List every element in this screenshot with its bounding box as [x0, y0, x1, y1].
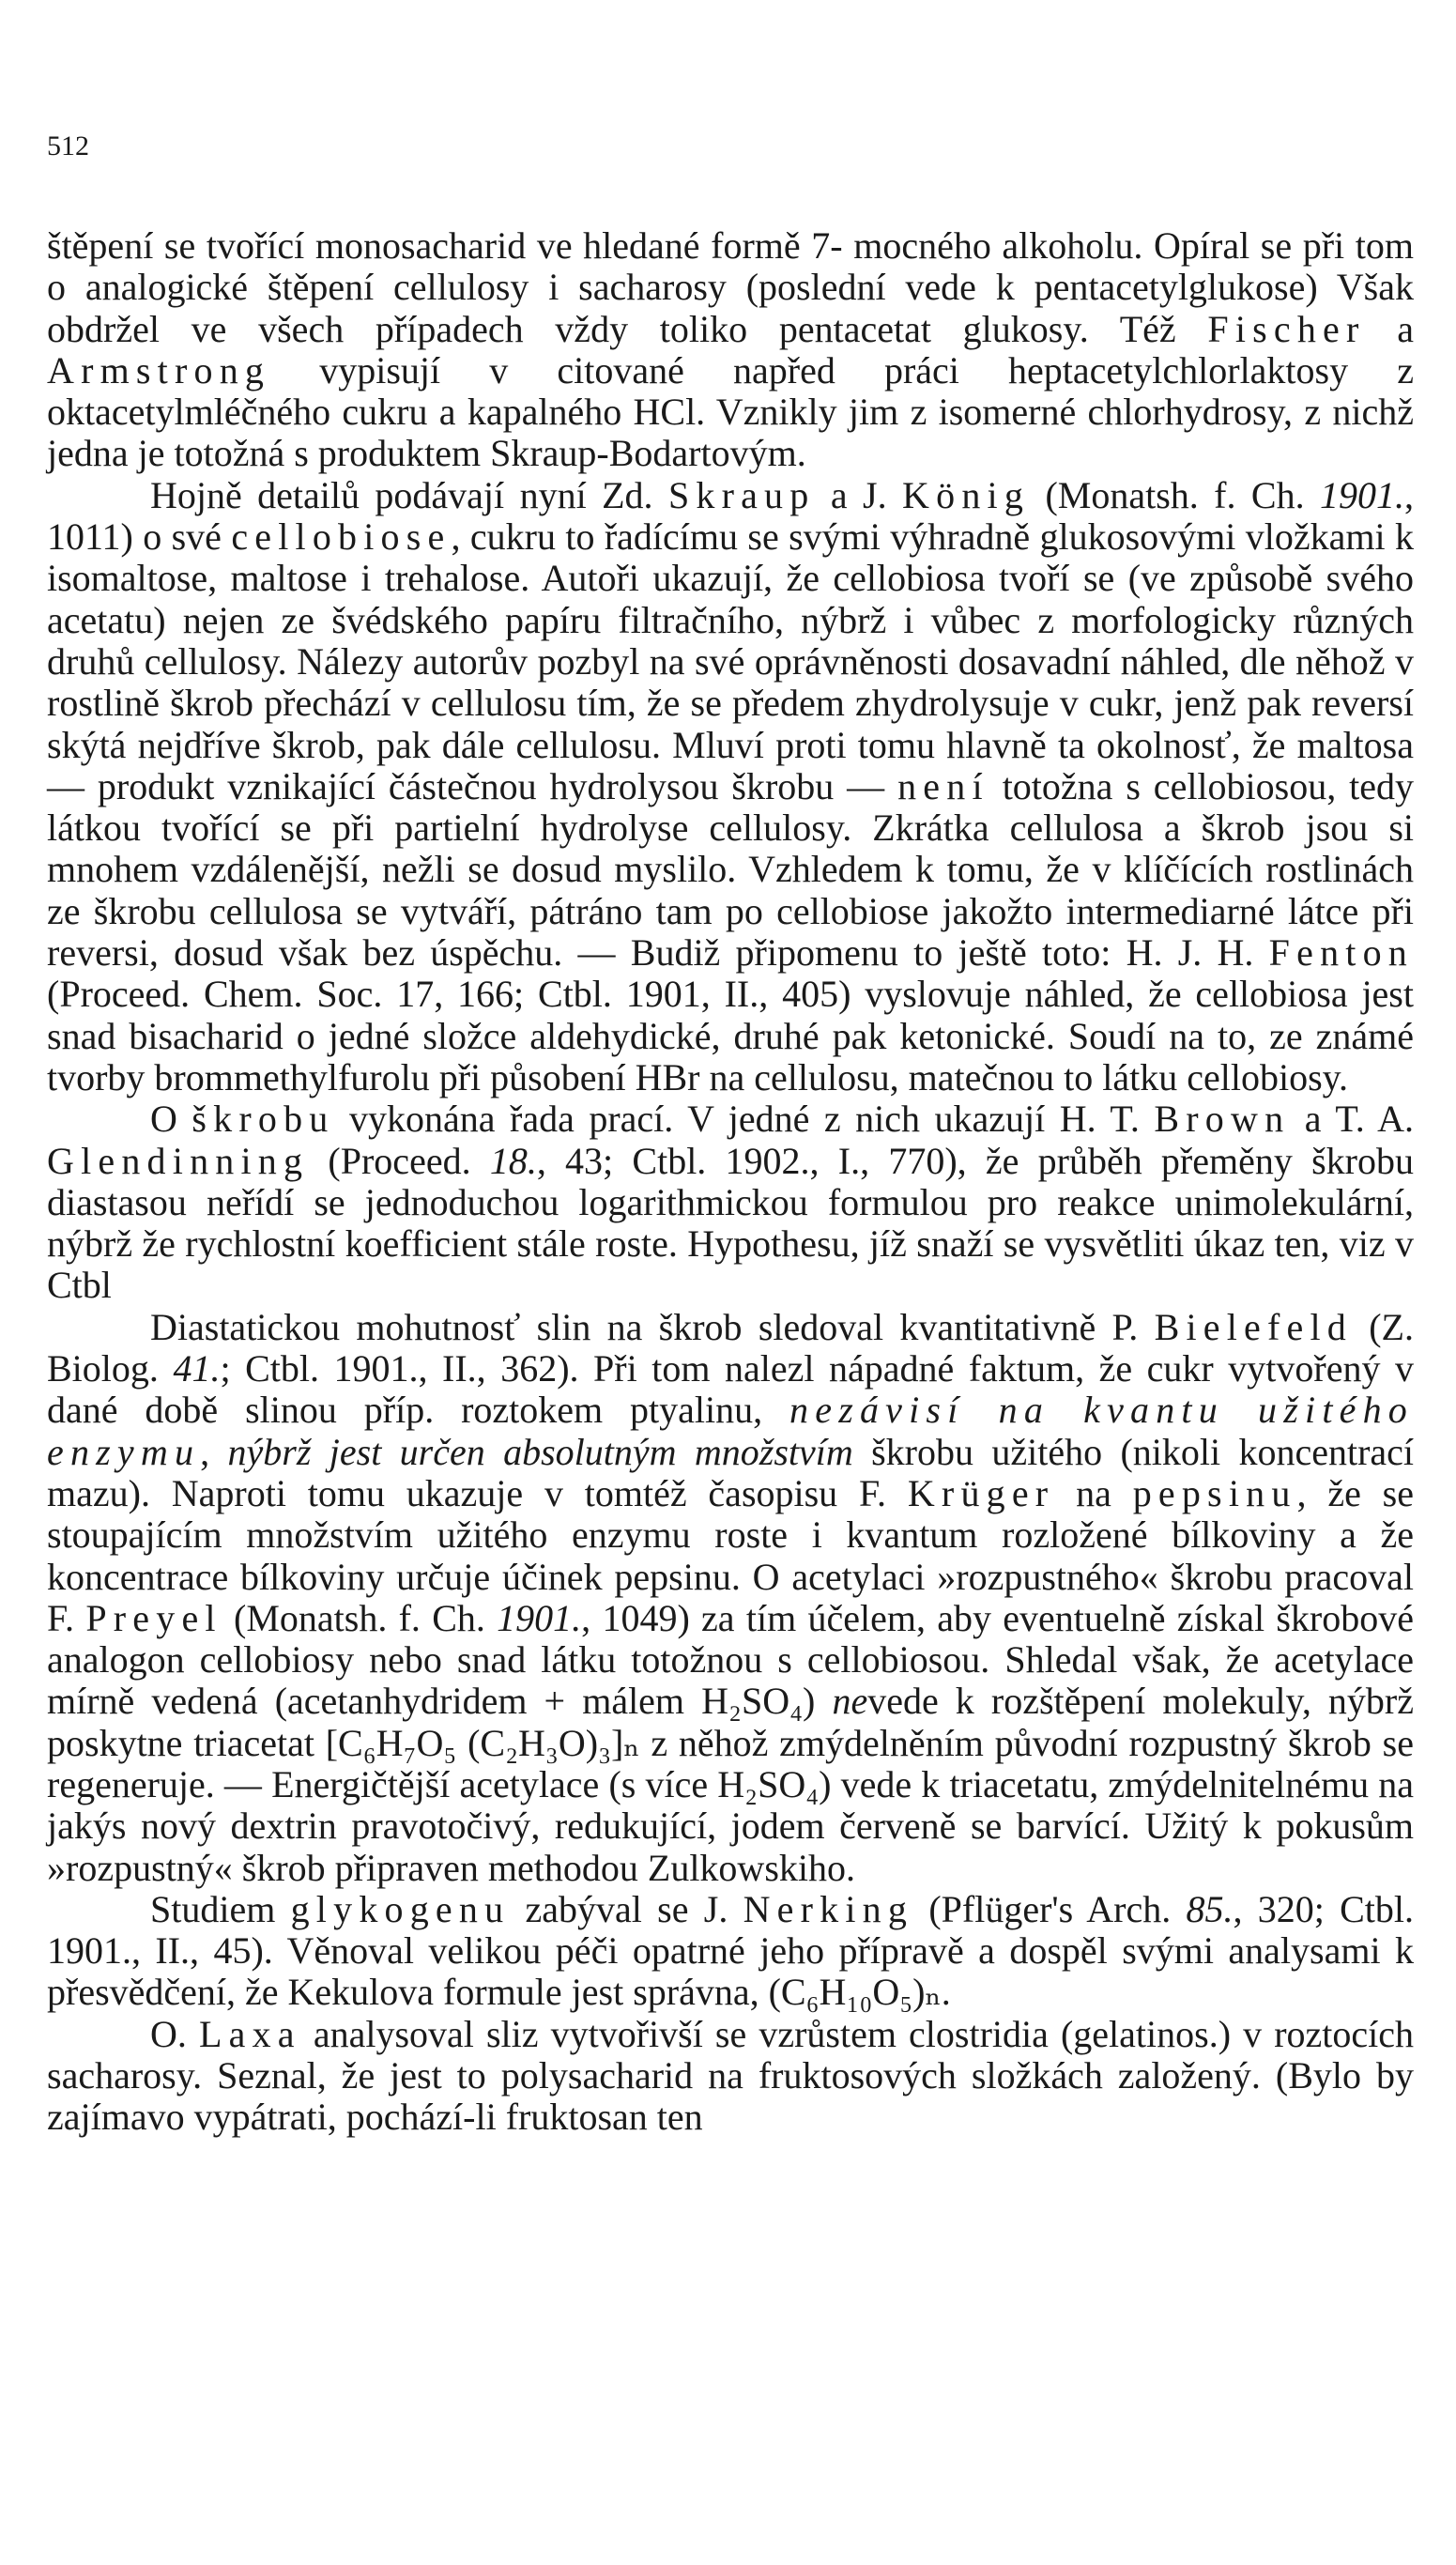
- emphasized-text: nezávisí na kvantu užitého enzymu: [47, 1389, 1414, 1473]
- text-run: štěpení se tvořící monosacharid ve hledané formě 7- mocného alkoholu. Opíral se při tom o analogické štěpení cellulosy i sacharosy (poslední vede k pentacetylglukose) Však obdržel ve všech případech vždy toliko pentacetat glukosy. Též: [47, 224, 1414, 350]
- text-run: Studiem: [150, 1887, 291, 1930]
- text-run: Hojně detailů podávají nyní Zd.: [150, 473, 668, 516]
- paragraph: [47, 475, 1414, 1098]
- text-run: a T. A.: [1290, 1098, 1414, 1141]
- body-text: [47, 225, 1414, 2139]
- paragraph: [47, 225, 1414, 475]
- emphasized-text: škrobu: [192, 1098, 335, 1141]
- paragraph: [47, 1307, 1414, 1889]
- text-run: , 43; Ctbl. 1902., I., 770), že průběh přeměny škrobu diastasou neřídí se jednoduchou logarithmickou formulou pro reakce unimolekulární, nýbrž že rychlostní koefficient stále roste. Hypothesu, jíž snaží se vysvětliti úkaz ten, viz v Ctbl: [47, 1139, 1414, 1307]
- emphasized-text: 1901.: [1320, 473, 1404, 516]
- paragraph: [47, 2014, 1414, 2139]
- emphasized-text: Brown: [1154, 1098, 1291, 1141]
- paragraph: [47, 1098, 1414, 1306]
- text-run: (Monatsh. f. Ch.: [222, 1596, 498, 1639]
- emphasized-text: König: [902, 473, 1031, 516]
- text-run: , cukru to řadícímu se svými výhradně glukosovými vložkami k isomaltose, maltose i trehalose. Autoři ukazují, že cellobiosa tvoří se (ve způsobě svého acetatu) nejen ze švédského papíru filtračního, nýbrž i vůbec z morfologicky různých druhů cellulosy. Nálezy autorův pozbyl na své oprávněnosti dosavadní náhled, dle něhož v rostlině škrob přechází v cellulosu tím, že se předem zhydrolysuje v cukr, jenž pak reversí skýtá nejdříve škrob, pak dále cellulosu. Mluví proti tomu hlavně ta okolnosť, že maltosa — produkt vznikající částečnou hydrolysou škrobu —: [47, 515, 1414, 807]
- emphasized-text: Bielefeld: [1154, 1305, 1353, 1348]
- text-run: , 320; Ctbl. 1901., II., 45). Věnoval velikou péči opatrné jeho přípravě a dospěl svými analysami k přesvědčení, že Kekulova formule jest správna, (C₆H₁₀O₅)ₙ.: [47, 1887, 1415, 2014]
- emphasized-text: Fischer: [1207, 307, 1366, 350]
- emphasized-text: Glendinning: [47, 1139, 310, 1182]
- text-run: vede k rozštěpení molekuly, nýbrž poskytne triacetat [C₆H₇O₅ (C₂H₃O)₃]ₙ z něhož zmýdelněním původní rozpustný škrob se regeneruje. — Energičtější acetylace (s více H₂SO₄) vede k triacetatu, zmýdelnitelnému na jakýs nový dextrin pravotočivý, redukující, jodem červeně se barvící. Užitý k pokusům »rozpustný« škrob připraven methodou Zulkowskiho.: [47, 1680, 1415, 1889]
- text-run: zabýval se J.: [510, 1887, 743, 1930]
- text-run: (Z. Biolog.: [47, 1305, 1414, 1390]
- text-run: totožna s cellobiosou, tedy látkou tvořící se při partielní hydrolyse cellulosy. Zkrátka cellulosa a škrob jsou si mnohem vzdálenější, nežli se dosud myslilo. Vzhledem k tomu, že v klíčících rostlinách ze škrobu cellulosa se vytváří, pátráno tam po cellobiose jakožto intermediarné látce při reversi, dosud však bez úspěchu. — Budiž připomenu to ještě toto: H. J. H.: [47, 764, 1414, 975]
- emphasized-text: 18.: [489, 1139, 537, 1182]
- emphasized-text: není: [897, 764, 989, 807]
- emphasized-text: Fenton: [1268, 931, 1414, 975]
- text-run: (Proceed. Chem. Soc. 17, 166; Ctbl. 1901, II., 405) vyslovuje náhled, že cellobiosa jest snad bisacharid o jedné složce aldehydické, druhé pak ketonické. Soudí na to, ze známé tvorby brommethylfurolu při působení HBr na cellulosu, matečnou to látku cellobiosy.: [47, 973, 1414, 1098]
- emphasized-text: pepsinu: [1132, 1471, 1297, 1514]
- text-run: a: [1365, 307, 1414, 350]
- paragraph: [47, 1889, 1414, 2014]
- emphasized-text: Armstrong: [47, 348, 271, 392]
- text-run: , 1049) za tím účelem, aby eventuelně získal škrobové analogon cellobiosy nebo snad látku totožnou s cellobiosou. Shledal však, že acetylace mírně vedená (acetanhydridem + málem H₂SO₄): [47, 1596, 1415, 1723]
- emphasized-text: Laxa: [198, 2012, 301, 2055]
- text-run: O.: [150, 2012, 199, 2055]
- text-run: (Pflüger's Arch.: [913, 1887, 1187, 1930]
- text-run: a J.: [815, 473, 903, 516]
- text-run: ,: [200, 1430, 228, 1473]
- text-run: na: [1054, 1471, 1133, 1514]
- emphasized-text: cellobiose: [231, 515, 452, 559]
- text-run: analysoval sliz vytvořivší se vzrůstem clostridia (gelatinos.) v roztocích sacharosy. Seznal, že jest to polysacharid na fruktosových složkách založený. (Bylo by zajímavo vypátrati, pochází-li fruktosan ten: [47, 2012, 1415, 2139]
- text-run: , 1011) o své: [47, 473, 1414, 559]
- emphasized-text: 1901.: [497, 1596, 582, 1639]
- text-run: škrobu užitého (nikoli koncentrací mazu). Naproti tomu ukazuje v tomtéž časopisu F.: [47, 1430, 1415, 1514]
- text-run: vypisují v citované napřed práci heptacetylchlorlaktosy z oktacetylmléčného cukru a kapalného HCl. Vznikly jim z isomerné chlorhydrosy, z nichž jedna je totožná s produktem Skraup-Bodartovým.: [47, 348, 1414, 475]
- emphasized-text: glykogenu: [290, 1887, 511, 1930]
- text-run: O: [150, 1098, 192, 1141]
- emphasized-text: Nerking: [743, 1887, 914, 1930]
- emphasized-text: Preyel: [85, 1596, 222, 1639]
- emphasized-text: Skraup: [667, 473, 816, 516]
- emphasized-text: Krüger: [907, 1471, 1055, 1514]
- text-run: (Proceed.: [309, 1139, 490, 1182]
- emphasized-text: 85.: [1186, 1887, 1234, 1930]
- text-run: , že se stoupajícím množstvím užitého enzymu roste i kvantum rozložené bílkoviny a že koncentrace bílkoviny určuje účinek pepsinu. O acetylaci »rozpustného« škrobu pracoval F.: [47, 1471, 1414, 1639]
- emphasized-text: nýbrž jest určen absolutným množstvím: [227, 1430, 853, 1473]
- text-run: vykonána řada prací. V jedné z nich ukazují H. T.: [334, 1098, 1155, 1141]
- text-run: ; Ctbl. 1901., II., 362). Při tom nalezl nápadné faktum, že cukr vytvořený v dané době slinou příp. roztokem ptyalinu,: [47, 1347, 1414, 1432]
- emphasized-text: 41.: [173, 1347, 221, 1390]
- emphasized-text: ne: [832, 1680, 868, 1723]
- page-number: 512: [47, 131, 89, 161]
- text-run: (Monatsh. f. Ch.: [1030, 473, 1320, 516]
- text-run: Diastatickou mohutnosť slin na škrob sledoval kvantitativně P.: [150, 1305, 1155, 1348]
